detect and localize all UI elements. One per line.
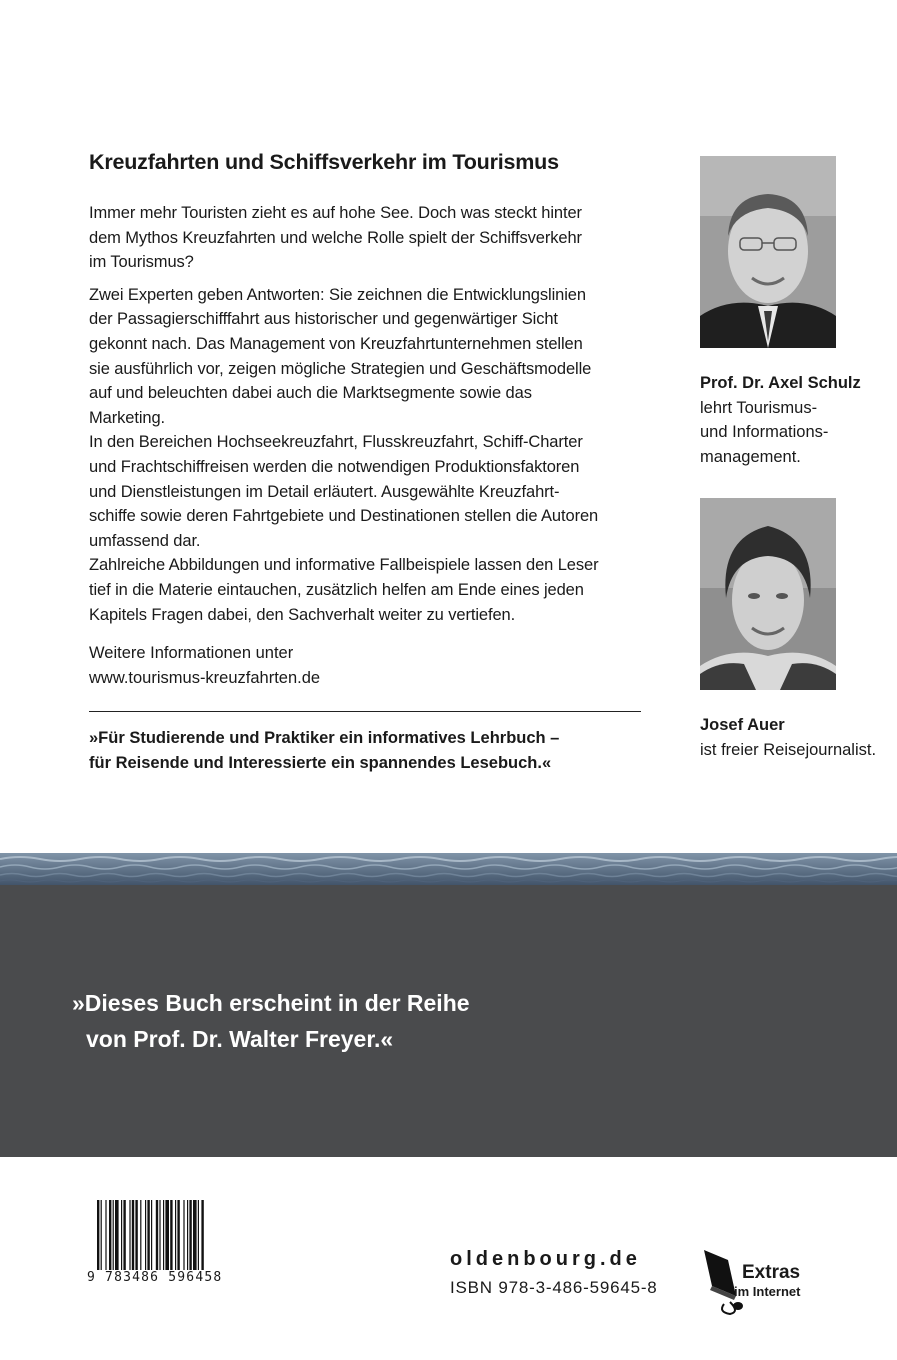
- blurb-paragraph-1: Immer mehr Touristen zieht es auf hohe See. Doch was steckt hinter dem Mythos Kreuzfahrten und welche Rolle spielt der Schiffsverkehr im Tourismus?: [89, 204, 582, 272]
- series-band: [0, 885, 897, 1157]
- series-note: »Dieses Buch erscheint in der Reihe von Prof. Dr. Walter Freyer.«: [72, 990, 470, 1052]
- blurb-paragraph-3: In den Bereichen Hochseekreuzfahrt, Flusskreuzfahrt, Schiff-Charter und Frachtschiffreisen werden die notwendigen Produktionsfaktoren und Dienstleistungen im Detail erläutert. Ausgewählte Kreuzfahrt- schiffe sowie deren Fahrtgebiete und Destinationen stellen die Autoren umfassend dar.: [89, 433, 599, 550]
- divider-line: [89, 711, 641, 712]
- book-title: Kreuzfahrten und Schiffsverkehr im Tourismus: [89, 150, 559, 174]
- author-photo-josef-auer: [700, 498, 836, 690]
- author-name: Prof. Dr. Axel Schulz: [700, 374, 861, 392]
- extras-label: Extras: [742, 1262, 801, 1283]
- publisher-website[interactable]: oldenbourg.de: [450, 1248, 641, 1270]
- author-bio-axel-schulz: Prof. Dr. Axel Schulz lehrt Tourismus- und Informations- management.: [700, 371, 861, 469]
- blurb-paragraph-2: Zwei Experten geben Antworten: Sie zeichnen die Entwicklungslinien der Passagierschifffahrt aus historischer und gegenwärtiger Sicht gekonnt nach. Das Management von Kreuzfahrtunternehmen stellen sie ausführlich vor, zeigen mögliche Strategien und Geschäftsmodelle auf und beleuchten dabei auch die Marktsegmente sowie das Marketing.: [89, 285, 592, 427]
- review-quote: »Für Studierende und Praktiker ein informatives Lehrbuch – für Reisende und Interessierte ein spannendes Lesebuch.«: [89, 729, 560, 772]
- author-name: Josef Auer: [700, 716, 785, 734]
- more-info-label: Weitere Informationen unter: [89, 644, 294, 663]
- website-link[interactable]: www.tourismus-kreuzfahrten.de: [89, 668, 321, 687]
- author-bio-josef-auer: Josef Auer ist freier Reisejournalist.: [700, 713, 876, 762]
- isbn-number: ISBN 978-3-486-59645-8: [450, 1278, 658, 1297]
- barcode-number: 9 783486 596458: [87, 1270, 247, 1285]
- sea-waves-strip: [0, 853, 897, 885]
- author-photo-axel-schulz: [700, 156, 836, 348]
- blurb-column: [89, 150, 669, 690]
- more-info: [89, 641, 669, 690]
- extras-logo[interactable]: [700, 1246, 860, 1316]
- extras-sublabel: im Internet: [734, 1284, 801, 1299]
- blurb-paragraph-4: Zahlreiche Abbildungen und informative Fallbeispiele lassen den Leser tief in die Materie eintauchen, zusätzlich helfen am Ende eines jeden Kapitels Fragen dabei, den Sachverhalt weiter zu vertiefen.: [89, 556, 599, 624]
